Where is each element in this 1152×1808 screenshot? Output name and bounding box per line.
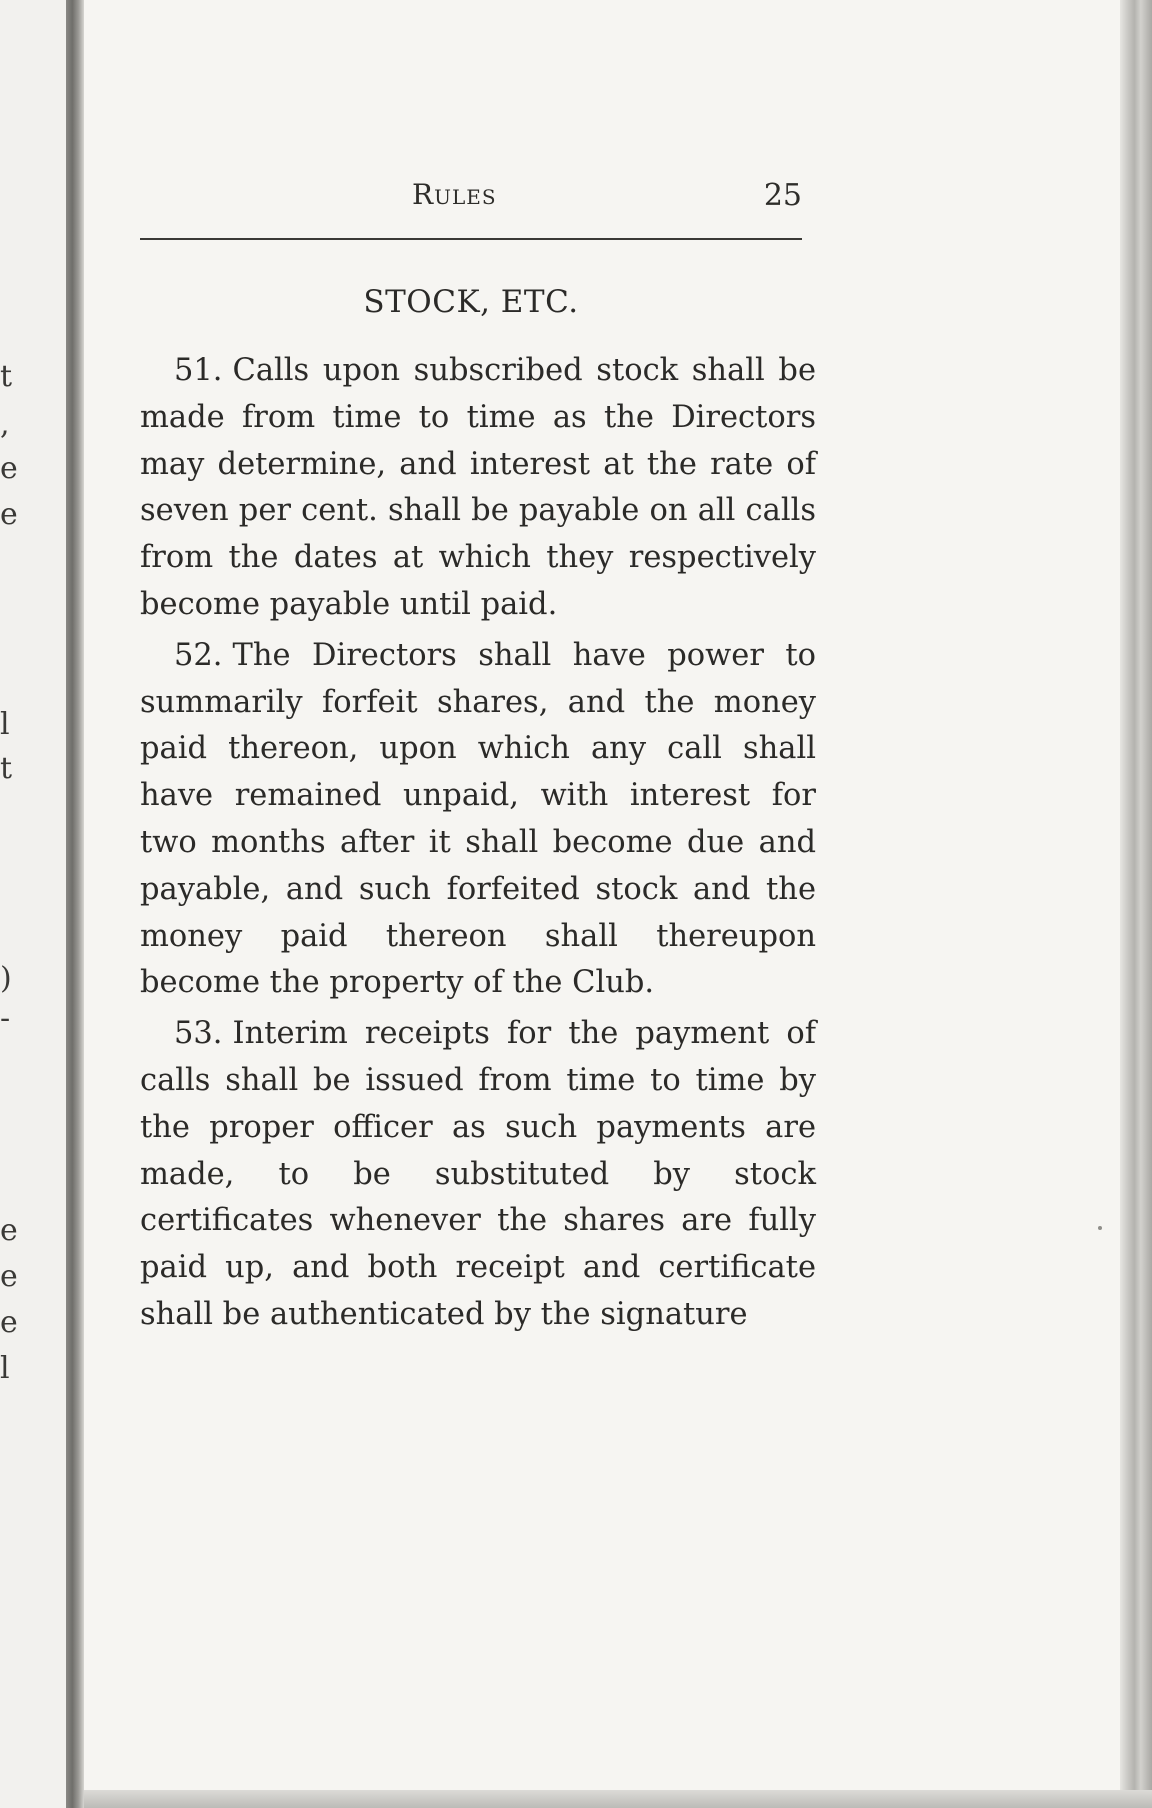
rules-text [140, 348, 816, 1339]
rule-paragraph [140, 348, 816, 629]
page-number: 25 [763, 178, 802, 213]
rule-number: 53. [174, 1016, 223, 1052]
rule-text: Interim receipts for the payment of calls shall be issued from time to time by the proper officer as such payments are made, to be substituted by stock certificates whenever the shares are fully paid up, and both receipt and certificate shall be authenticated by the signature [140, 1016, 816, 1332]
running-head: Rules [412, 178, 497, 211]
prev-page-fragment: ) [0, 961, 12, 996]
rule-number: 51. [174, 353, 223, 388]
header-rule [140, 238, 802, 240]
book-gutter [66, 0, 84, 1808]
prev-page-fragment: e [0, 1213, 18, 1248]
page-edges [1120, 0, 1152, 1808]
prev-page-fragment: t [0, 751, 13, 786]
prev-page-fragment: - [0, 1001, 11, 1036]
rule-text: The Directors shall have power to summarily forfeit shares, and the money paid thereon, upon which any call shall have remained unpaid, with interest for two months after it shall become due and payable, and such forfeited stock and the money paid thereon shall thereupon become the property of the Club. [140, 637, 816, 1001]
prev-page-fragment: l [0, 1351, 10, 1386]
prev-page-fragment: e [0, 1305, 18, 1340]
prev-page-fragment: , [0, 407, 10, 442]
page-header [140, 178, 802, 214]
rule-paragraph [140, 633, 816, 1007]
previous-page-margin [0, 0, 66, 1808]
rule-number: 52. [174, 637, 223, 673]
rule-paragraph [140, 1011, 816, 1339]
prev-page-fragment: e [0, 1259, 18, 1294]
section-title: STOCK, ETC. [363, 284, 579, 320]
prev-page-fragment: t [0, 359, 13, 394]
prev-page-fragment: e [0, 497, 18, 532]
paper-speck [1098, 1226, 1102, 1230]
prev-page-fragment: l [0, 707, 10, 742]
page-bottom-edge [84, 1790, 1152, 1808]
rule-text: Calls upon subscribed stock shall be made from time to time as the Directors may determine, and interest at the rate of seven per cent. shall be payable on all calls from the dates at which they respectively become payable until paid. [140, 353, 816, 622]
prev-page-fragment: e [0, 451, 18, 486]
